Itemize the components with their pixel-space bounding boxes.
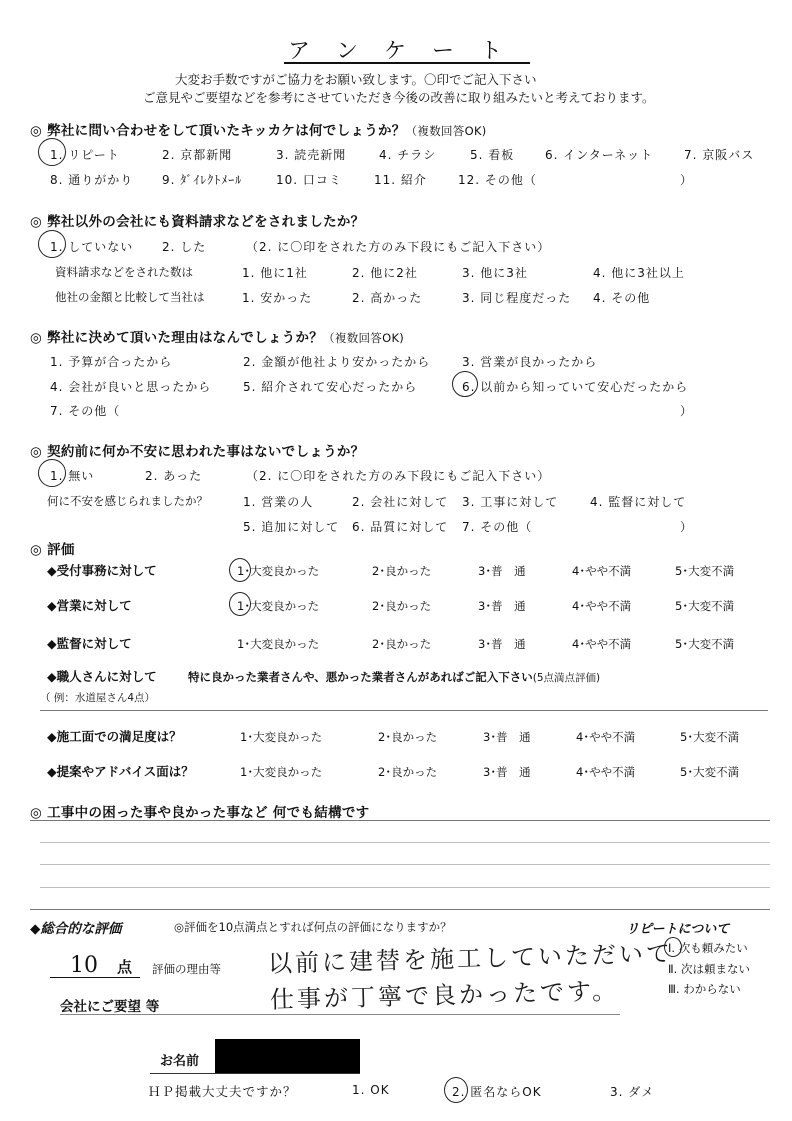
- q4-option-1[interactable]: 1. 無い: [50, 469, 95, 483]
- q4-sub-option-2[interactable]: 2. 会社に対して: [352, 495, 449, 509]
- q1-option-11[interactable]: 11. 紹介: [374, 173, 427, 187]
- q3-option-3[interactable]: 3. 営業が良かったから: [462, 355, 598, 369]
- eval-sales-opt-5[interactable]: 5･大変不満: [675, 599, 735, 613]
- eval-row-construction-label: ◆施工面での満足度は？: [47, 729, 182, 744]
- q3-option-2[interactable]: 2. 金額が他社より安かったから: [243, 355, 431, 369]
- q1-question: ◎ 弊社に問い合わせをして頂いたキッカケは何でしょうか？（複数回答OK): [30, 123, 487, 139]
- overall-reason-label: 評価の理由等: [152, 962, 221, 976]
- overall-reason-handwriting-1[interactable]: 以前に建替を施工していただいて: [267, 939, 674, 978]
- comments-line-0: [30, 820, 770, 821]
- q1-option-8[interactable]: 8. 通りがかり: [50, 173, 134, 187]
- hp-selected-circle: [444, 1077, 468, 1103]
- eval-proposal-opt-3[interactable]: 3･普 通: [483, 765, 531, 779]
- eval-proposal-opt-5[interactable]: 5･大変不満: [680, 765, 740, 779]
- hp-label: ＨＰ掲載大丈夫ですか？: [148, 1084, 297, 1099]
- hp-option-1[interactable]: 1. OK: [352, 1083, 390, 1097]
- eval-construction-opt-3[interactable]: 3･普 通: [483, 730, 531, 744]
- eval-construction-opt-2[interactable]: 2･良かった: [378, 730, 438, 744]
- q3-option-7-close: ）: [680, 404, 694, 418]
- q4-question: ◎ 契約前に何か不安に思われた事はないでしょうか？: [30, 444, 365, 460]
- q1-option-7[interactable]: 7. 京阪バス: [684, 148, 755, 162]
- eval-supervisor-opt-4[interactable]: 4･やや不満: [572, 637, 632, 651]
- overall-score-value[interactable]: 10: [70, 953, 98, 978]
- eval-row-proposal-label: ◆提案やアドバイス面は？: [47, 764, 194, 779]
- eval-row-supervisor-label: ◆監督に対して: [47, 636, 132, 651]
- q1-option-2[interactable]: 2. 京都新聞: [162, 148, 233, 162]
- q2-sub1-option-2[interactable]: 2. 他に2社: [352, 266, 418, 280]
- q4-sub-option-6[interactable]: 6. 品質に対して: [352, 520, 449, 534]
- eval-row-sales-label: ◆営業に対して: [47, 598, 132, 613]
- q4-sub-option-1[interactable]: 1. 営業の人: [243, 495, 314, 509]
- repeat-option-2[interactable]: Ⅱ. 次は頼まない: [668, 962, 750, 976]
- eval-supervisor-opt-2[interactable]: 2･良かった: [372, 637, 432, 651]
- q4-sub-option-4[interactable]: 4. 監督に対して: [590, 495, 687, 509]
- q4-sub-option-7[interactable]: 7. その他（: [462, 520, 533, 534]
- eval-construction-opt-1[interactable]: 1･大変良かった: [240, 730, 323, 744]
- q2-sub2-option-1[interactable]: 1. 安かった: [242, 291, 313, 305]
- q2-selected-circle: [38, 230, 66, 258]
- q1-option-5[interactable]: 5. 看板: [470, 148, 515, 162]
- name-redacted-field[interactable]: [215, 1039, 360, 1073]
- eval-reception-opt-3[interactable]: 3･普 通: [478, 564, 526, 578]
- q4-sub-option-7-close: ）: [680, 520, 694, 534]
- q3-question: ◎ 弊社に決めて頂いた理由はなんでしょうか？（複数回答OK): [30, 330, 405, 346]
- eval-proposal-opt-1[interactable]: 1･大変良かった: [240, 765, 323, 779]
- repeat-option-3[interactable]: Ⅲ. わからない: [668, 982, 741, 996]
- q1-option-12[interactable]: 12. その他（: [458, 173, 537, 187]
- overall-reason-handwriting-2[interactable]: 仕事が丁寧で良かったです。: [269, 976, 620, 1014]
- q2-sub2-option-4[interactable]: 4. その他: [593, 291, 651, 305]
- q2-sub2-option-2[interactable]: 2. 高かった: [352, 291, 423, 305]
- eval-sales-opt-2[interactable]: 2･良かった: [372, 599, 432, 613]
- comments-line-2[interactable]: [40, 864, 770, 865]
- q3-option-1[interactable]: 1. 予算が合ったから: [50, 355, 173, 369]
- eval-supervisor-opt-5[interactable]: 5･大変不満: [675, 637, 735, 651]
- eval-sales-opt-3[interactable]: 3･普 通: [478, 599, 526, 613]
- eval-reception-selected-circle: [229, 558, 251, 582]
- q4-sub-label: 何に不安を感じられましたか？: [47, 494, 208, 508]
- eval-row-reception-label: ◆受付事務に対して: [47, 563, 157, 578]
- q2-instruction: （2. に〇印をされた方のみ下段にもご記入下さい）: [246, 240, 551, 254]
- intro-line-1: 大変お手数ですがご協力をお願い致します。〇印でご記入下さい: [175, 72, 537, 87]
- eval-row-craftsman-label: ◆職人さんに対して: [47, 669, 157, 684]
- title-underline: [284, 62, 530, 64]
- eval-construction-opt-4[interactable]: 4･やや不満: [576, 730, 636, 744]
- repeat-option-1[interactable]: Ⅰ. 次も頼みたい: [668, 941, 748, 955]
- eval-construction-opt-5[interactable]: 5･大変不満: [680, 730, 740, 744]
- q3-option-5[interactable]: 5. 紹介されて安心だったから: [243, 380, 418, 394]
- eval-reception-opt-4[interactable]: 4･やや不満: [572, 564, 632, 578]
- q2-question: ◎ 弊社以外の会社にも資料請求などをされましたか？: [30, 214, 365, 230]
- overall-request-underline: [60, 1014, 620, 1015]
- q3-option-4[interactable]: 4. 会社が良いと思ったから: [50, 380, 212, 394]
- eval-proposal-opt-4[interactable]: 4･やや不満: [576, 765, 636, 779]
- q1-option-3[interactable]: 3. 読売新聞: [276, 148, 347, 162]
- q2-sub2-option-3[interactable]: 3. 同じ程度だった: [462, 291, 572, 305]
- q1-option-1[interactable]: 1. リピート: [50, 148, 120, 162]
- q1-option-6[interactable]: 6. インターネット: [545, 148, 654, 162]
- craftsman-separator: [40, 710, 768, 711]
- q1-selected-circle: [38, 138, 66, 166]
- q4-option-2[interactable]: 2. あった: [145, 469, 203, 483]
- intro-line-2: ご意見やご要望などを参考にさせていただき今後の改善に取り組みたいと考えております。: [143, 90, 655, 105]
- hp-option-2[interactable]: 2. 匿名ならOK: [452, 1085, 542, 1099]
- q4-instruction: （2. に〇印をされた方のみ下段にもご記入下さい）: [246, 469, 551, 483]
- q2-sub1-label: 資料請求などをされた数は: [55, 265, 193, 279]
- q4-selected-circle: [38, 459, 66, 487]
- overall-score-underline: [50, 977, 140, 978]
- repeat-heading: リピートについて: [626, 922, 730, 937]
- comments-heading: ◎ 工事中の困った事や良かった事など 何でも結構です: [30, 805, 370, 821]
- q2-sub1-option-3[interactable]: 3. 他に3社: [462, 266, 528, 280]
- q2-option-1[interactable]: 1. していない: [50, 240, 134, 254]
- eval-reception-opt-1[interactable]: 1･大変良かった: [237, 564, 320, 578]
- comments-bottom-line: [30, 909, 770, 910]
- q4-sub-option-3[interactable]: 3. 工事に対して: [462, 495, 559, 509]
- q3-option-6[interactable]: 6. 以前から知っていて安心だったから: [462, 380, 689, 394]
- name-underline: [150, 1073, 360, 1074]
- q1-option-10[interactable]: 10. 口コミ: [276, 173, 342, 187]
- survey-title: ア ン ケ ー ト: [287, 39, 504, 64]
- eval-sales-opt-4[interactable]: 4･やや不満: [572, 599, 632, 613]
- eval-sales-opt-1[interactable]: 1･大変良かった: [237, 599, 320, 613]
- q1-option-9[interactable]: 9. ﾀﾞｲﾚｸﾄﾒｰﾙ: [162, 173, 243, 187]
- eval-reception-opt-2[interactable]: 2･良かった: [372, 564, 432, 578]
- q3-option-7[interactable]: 7. その他（: [50, 404, 121, 418]
- overall-heading: ◆総合的な評価: [30, 921, 122, 937]
- comments-line-3[interactable]: [40, 887, 770, 888]
- q2-sub1-option-4[interactable]: 4. 他に3社以上: [593, 266, 685, 280]
- eval-craftsman-example: （ 例：水道屋さん4点）: [40, 692, 156, 704]
- q4-sub-option-5[interactable]: 5. 追加に対して: [243, 520, 340, 534]
- eval-supervisor-opt-3[interactable]: 3･普 通: [478, 637, 526, 651]
- q1-option-4[interactable]: 4. チラシ: [379, 148, 437, 162]
- eval-sales-selected-circle: [229, 592, 251, 616]
- q1-option-12-close: ）: [680, 173, 694, 187]
- repeat-selected-circle: [664, 937, 682, 957]
- hp-option-3[interactable]: 3. ダメ: [610, 1085, 655, 1099]
- overall-question: ◎評価を10点満点とすれば何点の評価になりますか？: [174, 920, 452, 934]
- eval-supervisor-opt-1[interactable]: 1･大変良かった: [237, 637, 320, 651]
- comments-line-1[interactable]: [40, 842, 770, 843]
- evaluation-heading: ◎ 評価: [30, 542, 75, 558]
- overall-score-unit: 点: [117, 958, 133, 976]
- eval-reception-opt-5[interactable]: 5･大変不満: [675, 564, 735, 578]
- name-label: お名前: [160, 1054, 200, 1069]
- overall-request-label: 会社にご要望 等: [60, 999, 160, 1015]
- q2-option-2[interactable]: 2. した: [162, 240, 207, 254]
- q2-sub2-label: 他社の金額と比較して当社は: [55, 290, 205, 304]
- q2-sub1-option-1[interactable]: 1. 他に1社: [242, 266, 308, 280]
- eval-proposal-opt-2[interactable]: 2･良かった: [378, 765, 438, 779]
- eval-craftsman-note: 特に良かった業者さんや、悪かった業者さんがあればご記入下さい(5点満点評価): [188, 670, 601, 684]
- q3-selected-circle: [452, 371, 478, 397]
